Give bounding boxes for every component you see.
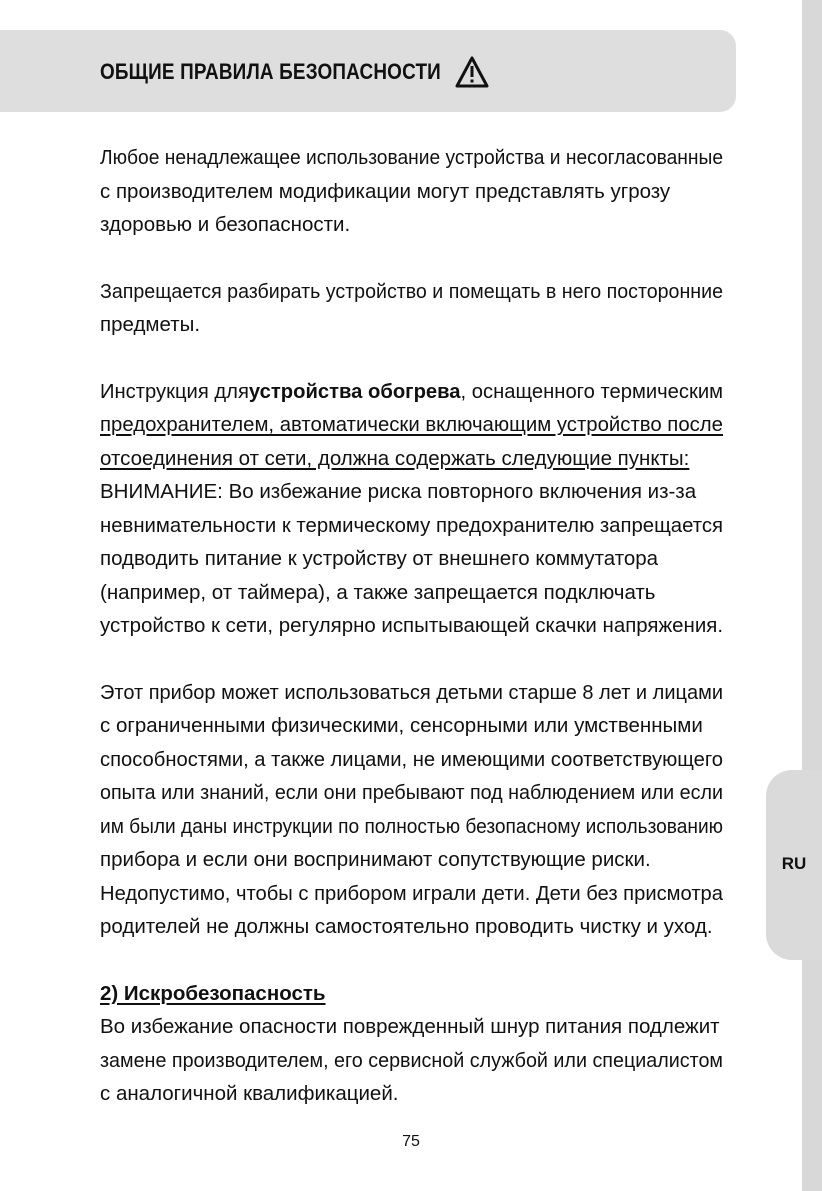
paragraph-line: [100, 141, 723, 175]
paragraph-line: [100, 475, 723, 509]
text-line: опыта или знаний, если они пребывают под наблюдением или если: [100, 781, 723, 804]
warning-triangle-icon: [454, 55, 490, 89]
paragraph-line: [100, 676, 723, 710]
text-line: с производителем модификации могут представлять угрозу: [100, 179, 671, 203]
page-content: [100, 141, 723, 1111]
text-line: с аналогичной квалификацией.: [100, 1082, 399, 1105]
paragraph-line: [100, 308, 723, 342]
text-line: устройство к сети, регулярно испытывающей скачки напряжения.: [100, 614, 723, 637]
text-line: родителей не должны самостоятельно проводить чистку и уход.: [100, 915, 713, 938]
paragraph-line: [100, 175, 723, 209]
text-fragment: , оснащенного термическим: [460, 379, 723, 403]
paragraph-line: [100, 208, 723, 242]
text-line: Во избежание опасности поврежденный шнур питания подлежит: [100, 1015, 720, 1038]
text-line: Недопустимо, чтобы с прибором играли дети. Дети без присмотра: [100, 881, 723, 905]
instruction-intro-line: [100, 375, 723, 409]
bold-term: устройства обогрева: [248, 379, 461, 403]
paragraph-line: [100, 743, 723, 777]
paragraph-line: [100, 709, 723, 743]
paragraph-line: [100, 810, 723, 844]
paragraph-line: [100, 1010, 723, 1044]
text-line: Запрещается разбирать устройство и помещать в него посторонние: [100, 279, 723, 303]
paragraph-line: [100, 910, 723, 944]
section-heading: 2) Искробезопасность: [100, 981, 326, 1005]
page-edge-strip: [802, 0, 822, 1191]
text-line: способностями, а также лицами, не имеющими соответствующего: [100, 747, 723, 771]
text-line: им были даны инструкции по полностью безопасному использованию: [100, 814, 723, 838]
paragraph-line: [100, 977, 723, 1011]
paragraph-line: [100, 576, 723, 610]
paragraph-line: [100, 843, 723, 877]
warning-text-line: ВНИМАНИЕ: Во избежание риска повторного включения из-за: [100, 480, 697, 503]
language-label: RU: [781, 854, 807, 873]
text-line: предметы.: [100, 313, 201, 336]
paragraph-line: [100, 1044, 723, 1078]
text-line: (например, от таймера), а также запрещается подключать: [100, 580, 656, 604]
text-line: отсоединения от сети, должна содержать следующие пункты:: [100, 446, 690, 470]
paragraph-line: [100, 542, 723, 576]
section-title: ОБЩИЕ ПРАВИЛА БЕЗОПАСНОСТИ: [100, 59, 441, 84]
paragraph-line: [100, 776, 723, 810]
paragraph-line: [100, 275, 723, 309]
paragraph-line: [100, 1077, 723, 1111]
text-line: замене производителем, его сервисной службой или специалистом: [100, 1048, 723, 1072]
paragraph-line: [100, 609, 723, 643]
page-number: 75: [402, 1133, 420, 1150]
paragraph-line: [100, 375, 723, 409]
paragraph-line: [100, 877, 723, 911]
text-fragment: Инструкция для: [100, 379, 249, 403]
paragraph-line: [100, 509, 723, 543]
text-line: невнимательности к термическому предохранителю запрещается: [100, 513, 723, 537]
text-line: предохранителем, автоматически включающим устройство после: [100, 413, 723, 436]
paragraph-line: [100, 442, 723, 476]
text-line: с ограниченными физическими, сенсорными или умственными: [100, 714, 703, 737]
text-line: Любое ненадлежащее использование устройства и несогласованные: [100, 146, 723, 169]
paragraph-line: [100, 408, 723, 442]
text-line: здоровью и безопасности.: [100, 213, 351, 236]
text-line: подводить питание к устройству от внешнего коммутатора: [100, 547, 659, 570]
text-line: прибора и если они воспринимают сопутствующие риски.: [100, 848, 651, 871]
text-line: Этот прибор может использоваться детьми старше 8 лет и лицами: [100, 680, 723, 704]
